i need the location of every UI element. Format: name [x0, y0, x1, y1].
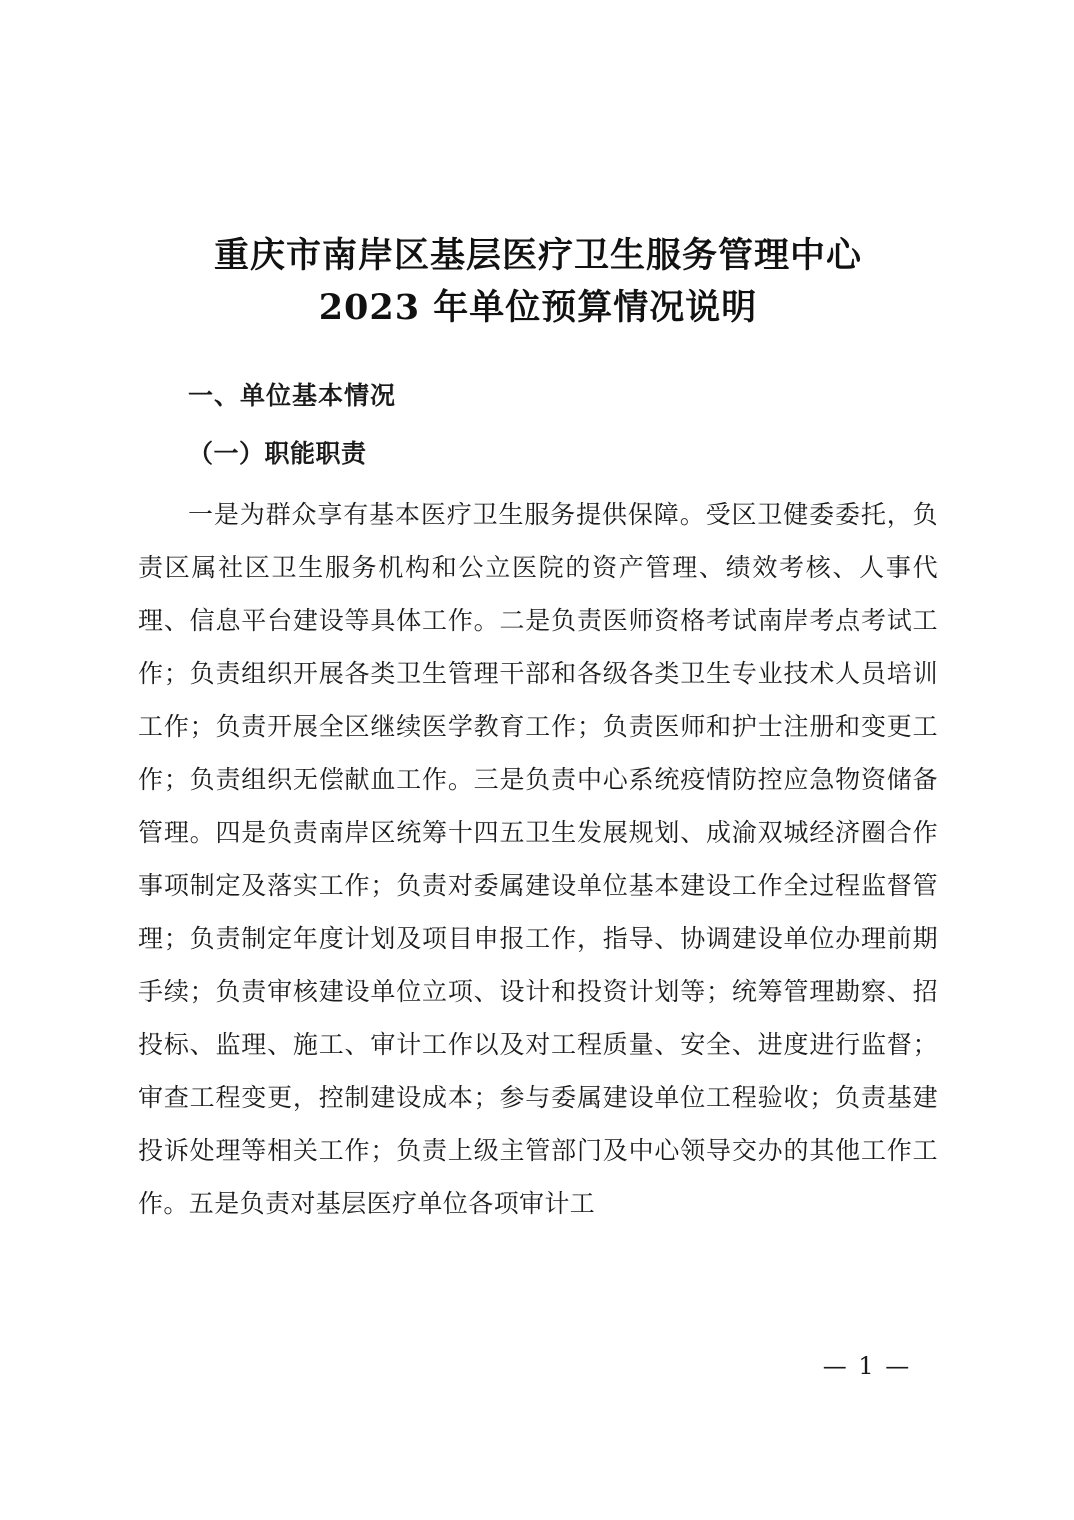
body-paragraph: 一是为群众享有基本医疗卫生服务提供保障。受区卫健委委托，负责区属社区卫生服务机构和公立医院的资产管理、绩效考核、人事代理、信息平台建设等具体工作。二是负责医师资格考试南岸考点考试工作；负责组织开展各类卫生管理干部和各级各类卫生专业技术人员培训工作；负责开展全区继续医学教育工作；负责医师和护士注册和变更工作；负责组织无偿献血工作。三是负责中心系统疫情防控应急物资储备管理。四是负责南岸区统筹十四五卫生发展规划、成渝双城经济圈合作事项制定及落实工作；负责对委属建设单位基本建设工作全过程监督管理；负责制定年度计划及项目申报工作，指导、协调建设单位办理前期手续；负责审核建设单位立项、设计和投资计划等；统筹管理勘察、招投标、监理、施工、审计工作以及对工程质量、安全、进度进行监督；审查工程变更，控制建设成本；参与委属建设单位工程验收；负责基建投诉处理等相关工作；负责上级主管部门及中心领导交办的其他工作工作。五是负责对基层医疗单位各项审计工 [138, 500, 938, 1218]
subsection-heading: （一）职能职责 [188, 439, 367, 468]
page-number: — 1 — [822, 1352, 912, 1380]
page-title [138, 230, 938, 334]
section-heading: 一、单位基本情况 [188, 381, 397, 410]
document-body [138, 230, 938, 1230]
title-line-2: 2023 年单位预算情况说明 [318, 287, 758, 328]
title-line-1: 重庆市南岸区基层医疗卫生服务管理中心 [213, 235, 862, 276]
page-footer [0, 1352, 1074, 1380]
